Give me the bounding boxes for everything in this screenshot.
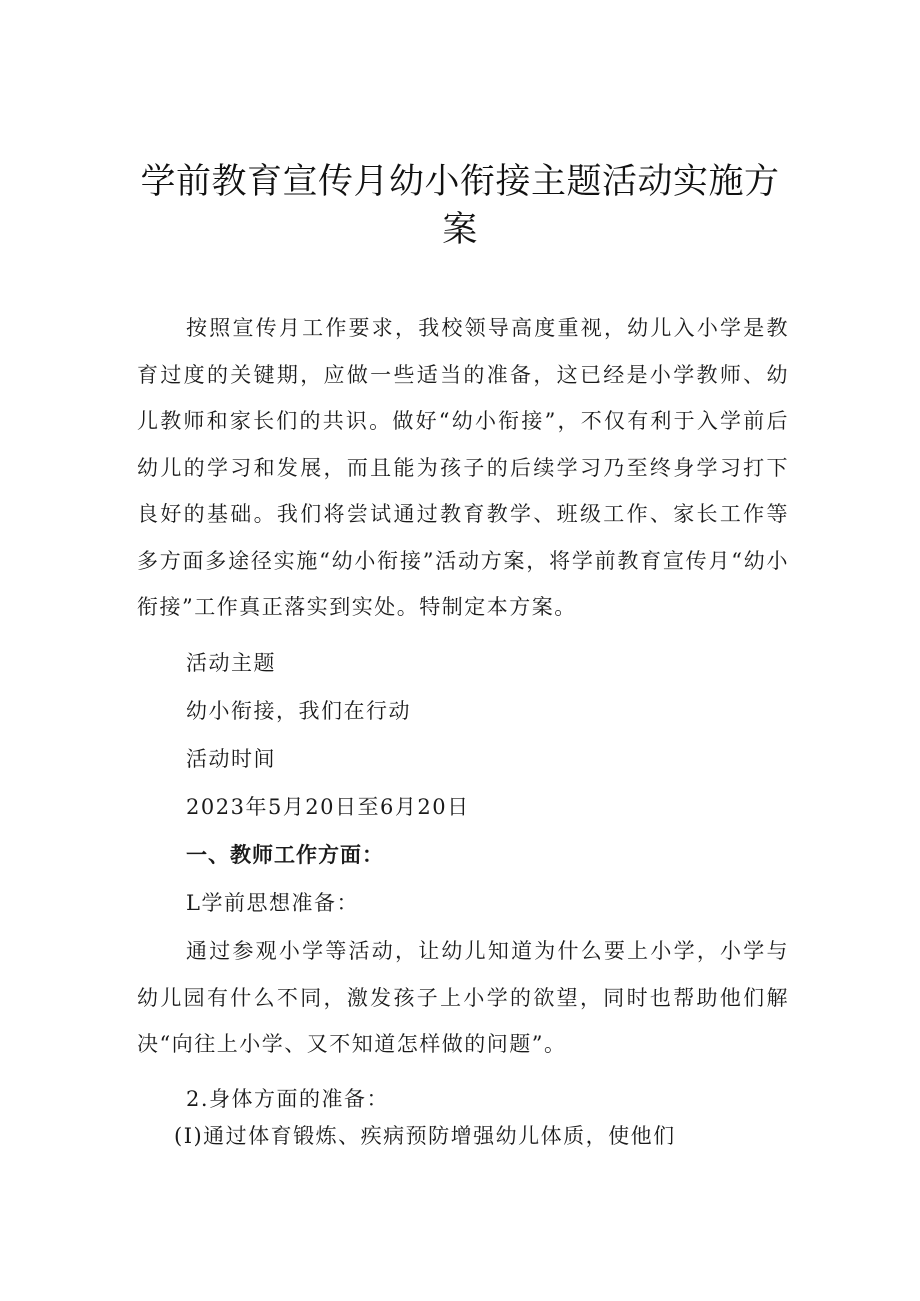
- time-value: 2023年5月20日至6月20日: [186, 795, 470, 819]
- theme-label: 活动主题: [186, 651, 276, 675]
- item-heading-physical-preparation: 2.身体方面的准备：: [186, 1087, 390, 1111]
- item-heading-mental-preparation: L学前思想准备：: [186, 891, 359, 915]
- time-label: 活动时间: [186, 747, 276, 771]
- theme-value: 幼小衔接，我们在行动: [186, 699, 411, 723]
- intro-paragraph: 按照宣传月工作要求，我校领导高度重视，幼儿入小学是教育过度的关键期，应做一些适当的准备，这已经是小学教师、幼儿教师和家长们的共识。做好“幼小衔接”，不仅有利于入学前后幼儿的学习和发展，而且能为孩子的后续学习乃至终身学习打下良好的基础。我们将尝试通过教育教学、班级工作、家长工作等多方面多途径实施“幼小衔接”活动方案，将学前教育宣传月“幼小衔接”工作真正落实到实处。特制定本方案。: [137, 316, 789, 619]
- section-heading-teacher-work: 一、教师工作方面：: [186, 843, 384, 867]
- item-subpoint-physical-1: (I)通过体育锻炼、疾病预防增强幼儿体质，使他们: [174, 1124, 676, 1148]
- item-body-mental-preparation: 通过参观小学等活动，让幼儿知道为什么要上小学，小学与幼儿园有什么不同，激发孩子上小学的欲望，同时也帮助他们解决“向往上小学、又不知道怎样做的问题”。: [137, 939, 789, 1056]
- document-title: 学前教育宣传月幼小衔接主题活动实施方案: [140, 162, 780, 250]
